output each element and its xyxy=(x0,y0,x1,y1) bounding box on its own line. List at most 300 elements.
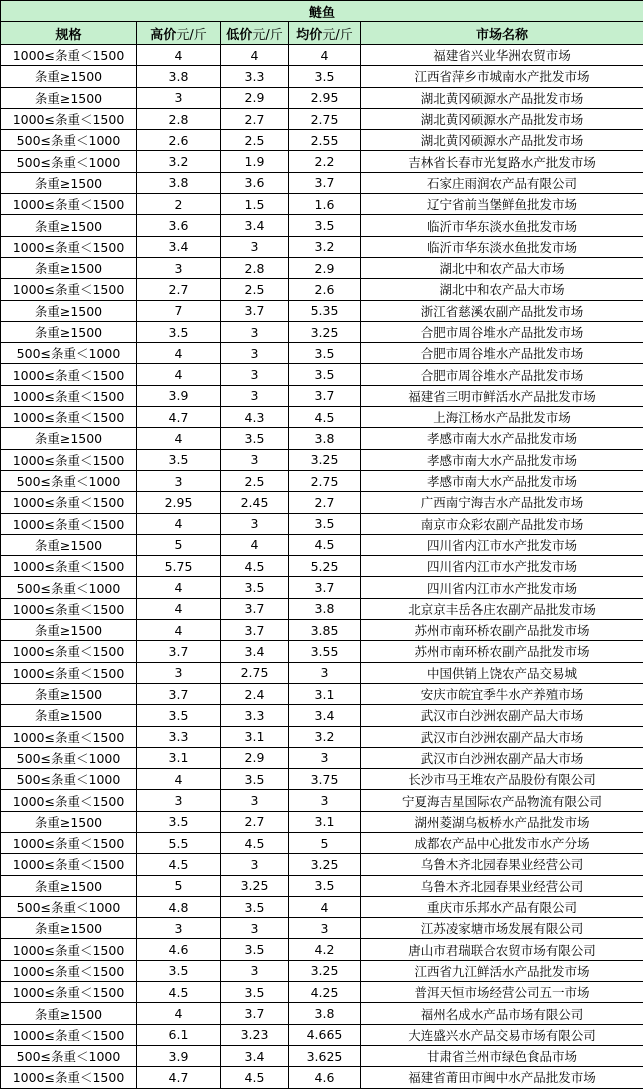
cell-high-price: 4 xyxy=(137,45,221,66)
cell-spec: 条重≥1500 xyxy=(1,87,137,108)
cell-market: 吉林省长春市光复路水产批发市场 xyxy=(361,151,643,172)
cell-spec: 条重≥1500 xyxy=(1,683,137,704)
cell-avg-price: 5.35 xyxy=(289,300,361,321)
cell-market: 苏州市南环桥农副产品批发市场 xyxy=(361,641,643,662)
cell-avg-price: 3.2 xyxy=(289,726,361,747)
cell-avg-price: 3.75 xyxy=(289,769,361,790)
cell-avg-price: 3 xyxy=(289,790,361,811)
cell-market: 江西省九江鲜活水产品批发市场 xyxy=(361,960,643,981)
cell-high-price: 4 xyxy=(137,620,221,641)
cell-low-price: 3.4 xyxy=(221,1045,289,1066)
cell-high-price: 2.95 xyxy=(137,492,221,513)
table-row xyxy=(1,108,643,129)
cell-low-price: 3 xyxy=(221,343,289,364)
cell-avg-price: 3 xyxy=(289,918,361,939)
cell-spec: 1000≤条重＜1500 xyxy=(1,556,137,577)
table-row xyxy=(1,87,643,108)
cell-high-price: 4 xyxy=(137,577,221,598)
header-avg-unit: 元/斤 xyxy=(322,28,352,43)
cell-avg-price: 3.5 xyxy=(289,513,361,534)
cell-low-price: 2.5 xyxy=(221,130,289,151)
cell-market: 苏州市南环桥农副产品批发市场 xyxy=(361,620,643,641)
cell-high-price: 7 xyxy=(137,300,221,321)
cell-spec: 1000≤条重＜1500 xyxy=(1,982,137,1003)
cell-low-price: 2.7 xyxy=(221,108,289,129)
cell-low-price: 3 xyxy=(221,364,289,385)
cell-avg-price: 2.55 xyxy=(289,130,361,151)
table-row xyxy=(1,1045,643,1066)
cell-avg-price: 2.95 xyxy=(289,87,361,108)
table-row xyxy=(1,385,643,406)
cell-avg-price: 4 xyxy=(289,45,361,66)
cell-spec: 1000≤条重＜1500 xyxy=(1,790,137,811)
cell-market: 北京京丰岳各庄农副产品批发市场 xyxy=(361,598,643,619)
cell-spec: 条重≥1500 xyxy=(1,300,137,321)
cell-low-price: 3.3 xyxy=(221,66,289,87)
cell-avg-price: 3.7 xyxy=(289,172,361,193)
cell-avg-price: 1.6 xyxy=(289,194,361,215)
cell-low-price: 3 xyxy=(221,513,289,534)
table-row xyxy=(1,1024,643,1045)
cell-avg-price: 4 xyxy=(289,896,361,917)
cell-low-price: 3.5 xyxy=(221,939,289,960)
cell-avg-price: 3.25 xyxy=(289,321,361,342)
cell-avg-price: 3.5 xyxy=(289,364,361,385)
cell-market: 湖北黄冈硕源水产品批发市场 xyxy=(361,130,643,151)
cell-market: 四川省内江市水产批发市场 xyxy=(361,556,643,577)
cell-low-price: 3 xyxy=(221,385,289,406)
cell-high-price: 4.8 xyxy=(137,896,221,917)
cell-low-price: 3 xyxy=(221,918,289,939)
cell-avg-price: 2.2 xyxy=(289,151,361,172)
cell-spec: 条重≥1500 xyxy=(1,428,137,449)
cell-spec: 1000≤条重＜1500 xyxy=(1,662,137,683)
cell-low-price: 3.6 xyxy=(221,172,289,193)
cell-high-price: 4.5 xyxy=(137,854,221,875)
cell-market: 合肥市周谷堆水产品批发市场 xyxy=(361,321,643,342)
cell-spec: 1000≤条重＜1500 xyxy=(1,449,137,470)
cell-high-price: 4.7 xyxy=(137,1067,221,1088)
cell-market: 湖北黄冈硕源水产品批发市场 xyxy=(361,87,643,108)
cell-avg-price: 3.8 xyxy=(289,1003,361,1024)
cell-market: 广西南宁海吉水产品批发市场 xyxy=(361,492,643,513)
cell-spec: 条重≥1500 xyxy=(1,705,137,726)
cell-avg-price: 3 xyxy=(289,662,361,683)
table-header-row xyxy=(1,22,643,45)
cell-market: 武汉市白沙洲农副产品大市场 xyxy=(361,726,643,747)
cell-avg-price: 3.1 xyxy=(289,811,361,832)
cell-high-price: 5.5 xyxy=(137,832,221,853)
table-row xyxy=(1,151,643,172)
cell-high-price: 5.75 xyxy=(137,556,221,577)
table-row xyxy=(1,662,643,683)
cell-market: 长沙市马王堆农产品股份有限公司 xyxy=(361,769,643,790)
table-title: 鲢鱼 xyxy=(1,1,643,22)
cell-spec: 500≤条重＜1000 xyxy=(1,1045,137,1066)
table-row xyxy=(1,982,643,1003)
table-row xyxy=(1,896,643,917)
cell-avg-price: 3.4 xyxy=(289,705,361,726)
cell-low-price: 3.3 xyxy=(221,705,289,726)
cell-spec: 1000≤条重＜1500 xyxy=(1,236,137,257)
cell-spec: 条重≥1500 xyxy=(1,918,137,939)
header-high-label: 高价 xyxy=(150,28,176,43)
cell-high-price: 3.7 xyxy=(137,683,221,704)
cell-low-price: 2.75 xyxy=(221,662,289,683)
cell-high-price: 3.8 xyxy=(137,172,221,193)
cell-market: 上海江杨水产品批发市场 xyxy=(361,407,643,428)
cell-market: 合肥市周谷堆水产品批发市场 xyxy=(361,364,643,385)
table-row xyxy=(1,470,643,491)
cell-market: 石家庄雨润农产品有限公司 xyxy=(361,172,643,193)
cell-spec: 1000≤条重＜1500 xyxy=(1,726,137,747)
cell-low-price: 3 xyxy=(221,321,289,342)
cell-high-price: 2.8 xyxy=(137,108,221,129)
cell-low-price: 1.5 xyxy=(221,194,289,215)
cell-low-price: 2.45 xyxy=(221,492,289,513)
cell-avg-price: 3.8 xyxy=(289,428,361,449)
table-row xyxy=(1,556,643,577)
cell-spec: 1000≤条重＜1500 xyxy=(1,854,137,875)
cell-market: 甘肃省兰州市绿色食品市场 xyxy=(361,1045,643,1066)
header-spec: 规格 xyxy=(1,22,137,45)
cell-high-price: 3.9 xyxy=(137,1045,221,1066)
cell-low-price: 3.4 xyxy=(221,641,289,662)
cell-avg-price: 3.2 xyxy=(289,236,361,257)
cell-market: 福州名成水产品市场有限公司 xyxy=(361,1003,643,1024)
cell-spec: 条重≥1500 xyxy=(1,875,137,896)
cell-high-price: 3.9 xyxy=(137,385,221,406)
table-row xyxy=(1,407,643,428)
cell-high-price: 3 xyxy=(137,87,221,108)
table-row xyxy=(1,364,643,385)
cell-market: 合肥市周谷堆水产品批发市场 xyxy=(361,343,643,364)
cell-avg-price: 3.5 xyxy=(289,66,361,87)
cell-high-price: 3.1 xyxy=(137,747,221,768)
cell-avg-price: 2.75 xyxy=(289,470,361,491)
cell-market: 四川省内江市水产批发市场 xyxy=(361,534,643,555)
cell-spec: 条重≥1500 xyxy=(1,811,137,832)
cell-high-price: 4.5 xyxy=(137,982,221,1003)
cell-low-price: 3 xyxy=(221,790,289,811)
cell-high-price: 3.5 xyxy=(137,960,221,981)
cell-avg-price: 3.25 xyxy=(289,449,361,470)
cell-high-price: 3.5 xyxy=(137,705,221,726)
table-row xyxy=(1,1003,643,1024)
cell-low-price: 3.5 xyxy=(221,577,289,598)
cell-spec: 1000≤条重＜1500 xyxy=(1,1024,137,1045)
cell-high-price: 4 xyxy=(137,428,221,449)
cell-market: 孝感市南大水产品批发市场 xyxy=(361,449,643,470)
header-low-price xyxy=(221,22,289,45)
cell-high-price: 3 xyxy=(137,662,221,683)
cell-low-price: 4.5 xyxy=(221,556,289,577)
cell-market: 宁夏海吉星国际农产品物流有限公司 xyxy=(361,790,643,811)
header-high-unit: 元/斤 xyxy=(176,28,206,43)
table-row xyxy=(1,45,643,66)
cell-avg-price: 3 xyxy=(289,747,361,768)
cell-spec: 1000≤条重＜1500 xyxy=(1,108,137,129)
cell-market: 福建省莆田市闽中水产品批发市场 xyxy=(361,1067,643,1088)
header-low-unit: 元/斤 xyxy=(252,28,282,43)
table-row xyxy=(1,257,643,278)
cell-market: 临沂市华东淡水鱼批发市场 xyxy=(361,236,643,257)
cell-avg-price: 2.75 xyxy=(289,108,361,129)
header-market: 市场名称 xyxy=(361,22,643,45)
cell-avg-price: 5.25 xyxy=(289,556,361,577)
cell-spec: 500≤条重＜1000 xyxy=(1,747,137,768)
cell-market: 武汉市白沙洲农副产品大市场 xyxy=(361,705,643,726)
cell-high-price: 4 xyxy=(137,343,221,364)
cell-market: 湖北中和农产品大市场 xyxy=(361,257,643,278)
cell-high-price: 4.7 xyxy=(137,407,221,428)
cell-market: 武汉市白沙洲农副产品大市场 xyxy=(361,747,643,768)
cell-high-price: 3.8 xyxy=(137,66,221,87)
table-row xyxy=(1,960,643,981)
cell-high-price: 3 xyxy=(137,790,221,811)
table-row xyxy=(1,279,643,300)
header-avg-label: 均价 xyxy=(296,28,322,43)
cell-high-price: 5 xyxy=(137,875,221,896)
table-row xyxy=(1,428,643,449)
cell-spec: 条重≥1500 xyxy=(1,215,137,236)
cell-low-price: 3 xyxy=(221,960,289,981)
cell-low-price: 3.1 xyxy=(221,726,289,747)
cell-market: 中国供销上饶农产品交易城 xyxy=(361,662,643,683)
cell-spec: 1000≤条重＜1500 xyxy=(1,939,137,960)
cell-high-price: 4.6 xyxy=(137,939,221,960)
cell-avg-price: 3.8 xyxy=(289,598,361,619)
table-row xyxy=(1,683,643,704)
table-row xyxy=(1,790,643,811)
cell-avg-price: 2.7 xyxy=(289,492,361,513)
cell-avg-price: 3.5 xyxy=(289,875,361,896)
cell-low-price: 1.9 xyxy=(221,151,289,172)
cell-spec: 1000≤条重＜1500 xyxy=(1,279,137,300)
cell-spec: 条重≥1500 xyxy=(1,620,137,641)
cell-market: 大连盛兴水产品交易市场有限公司 xyxy=(361,1024,643,1045)
cell-low-price: 2.7 xyxy=(221,811,289,832)
cell-market: 福建省三明市鲜活水产品批发市场 xyxy=(361,385,643,406)
table-body xyxy=(1,45,643,1089)
cell-high-price: 3.7 xyxy=(137,641,221,662)
cell-high-price: 3.5 xyxy=(137,321,221,342)
cell-market: 普洱天恒市场经营公司五一市场 xyxy=(361,982,643,1003)
cell-market: 临沂市华东淡水鱼批发市场 xyxy=(361,215,643,236)
cell-low-price: 3.5 xyxy=(221,896,289,917)
cell-low-price: 3.4 xyxy=(221,215,289,236)
header-avg-price xyxy=(289,22,361,45)
cell-spec: 500≤条重＜1000 xyxy=(1,769,137,790)
cell-low-price: 3 xyxy=(221,854,289,875)
table-row xyxy=(1,343,643,364)
cell-spec: 1000≤条重＜1500 xyxy=(1,1067,137,1088)
table-row xyxy=(1,172,643,193)
table-row xyxy=(1,747,643,768)
cell-spec: 500≤条重＜1000 xyxy=(1,470,137,491)
table-row xyxy=(1,449,643,470)
cell-high-price: 3.2 xyxy=(137,151,221,172)
cell-high-price: 2 xyxy=(137,194,221,215)
cell-avg-price: 3.25 xyxy=(289,854,361,875)
header-high-price xyxy=(137,22,221,45)
cell-avg-price: 3.5 xyxy=(289,343,361,364)
table-row xyxy=(1,577,643,598)
cell-low-price: 3.7 xyxy=(221,1003,289,1024)
cell-high-price: 3.3 xyxy=(137,726,221,747)
table-row xyxy=(1,321,643,342)
cell-spec: 条重≥1500 xyxy=(1,172,137,193)
cell-avg-price: 4.25 xyxy=(289,982,361,1003)
cell-spec: 1000≤条重＜1500 xyxy=(1,598,137,619)
cell-high-price: 3.4 xyxy=(137,236,221,257)
cell-avg-price: 3.625 xyxy=(289,1045,361,1066)
cell-market: 福建省兴业华洲农贸市场 xyxy=(361,45,643,66)
cell-low-price: 4.5 xyxy=(221,1067,289,1088)
cell-low-price: 4 xyxy=(221,45,289,66)
header-low-label: 低价 xyxy=(226,28,252,43)
cell-low-price: 4.5 xyxy=(221,832,289,853)
cell-spec: 500≤条重＜1000 xyxy=(1,151,137,172)
cell-spec: 条重≥1500 xyxy=(1,1003,137,1024)
cell-spec: 1000≤条重＜1500 xyxy=(1,45,137,66)
table-title-row xyxy=(1,1,643,22)
cell-low-price: 3.7 xyxy=(221,620,289,641)
cell-spec: 500≤条重＜1000 xyxy=(1,130,137,151)
cell-avg-price: 4.5 xyxy=(289,407,361,428)
cell-low-price: 2.4 xyxy=(221,683,289,704)
cell-market: 成都农产品中心批发市水产分场 xyxy=(361,832,643,853)
cell-spec: 1000≤条重＜1500 xyxy=(1,364,137,385)
table-row xyxy=(1,598,643,619)
table-row xyxy=(1,875,643,896)
cell-market: 辽宁省前当堡鲜鱼批发市场 xyxy=(361,194,643,215)
cell-low-price: 3.23 xyxy=(221,1024,289,1045)
cell-avg-price: 4.2 xyxy=(289,939,361,960)
cell-market: 安庆市皖宜季牛水产养殖市场 xyxy=(361,683,643,704)
cell-low-price: 2.8 xyxy=(221,257,289,278)
cell-market: 四川省内江市水产批发市场 xyxy=(361,577,643,598)
cell-market: 南京市众彩农副产品批发市场 xyxy=(361,513,643,534)
table-row xyxy=(1,236,643,257)
cell-market: 重庆市乐邦水产品有限公司 xyxy=(361,896,643,917)
cell-low-price: 2.5 xyxy=(221,279,289,300)
cell-high-price: 4 xyxy=(137,1003,221,1024)
table-row xyxy=(1,854,643,875)
cell-market: 江苏凌家塘市场发展有限公司 xyxy=(361,918,643,939)
cell-spec: 条重≥1500 xyxy=(1,534,137,555)
cell-low-price: 2.5 xyxy=(221,470,289,491)
cell-market: 湖州菱湖乌板桥水产品批发市场 xyxy=(361,811,643,832)
table-row xyxy=(1,939,643,960)
cell-high-price: 6.1 xyxy=(137,1024,221,1045)
cell-spec: 1000≤条重＜1500 xyxy=(1,641,137,662)
table-row xyxy=(1,1067,643,1088)
cell-low-price: 3.5 xyxy=(221,982,289,1003)
table-row xyxy=(1,769,643,790)
cell-avg-price: 3.85 xyxy=(289,620,361,641)
cell-market: 乌鲁木齐北园春果业经营公司 xyxy=(361,875,643,896)
cell-market: 湖北黄冈硕源水产品批发市场 xyxy=(361,108,643,129)
cell-avg-price: 4.5 xyxy=(289,534,361,555)
table-row xyxy=(1,194,643,215)
cell-high-price: 4 xyxy=(137,513,221,534)
cell-low-price: 2.9 xyxy=(221,87,289,108)
cell-low-price: 3.5 xyxy=(221,769,289,790)
cell-high-price: 3 xyxy=(137,470,221,491)
cell-spec: 1000≤条重＜1500 xyxy=(1,194,137,215)
cell-high-price: 3.5 xyxy=(137,449,221,470)
cell-market: 孝感市南大水产品批发市场 xyxy=(361,470,643,491)
cell-spec: 500≤条重＜1000 xyxy=(1,896,137,917)
table-row xyxy=(1,513,643,534)
cell-avg-price: 5 xyxy=(289,832,361,853)
table-row xyxy=(1,811,643,832)
table-row xyxy=(1,130,643,151)
cell-high-price: 4 xyxy=(137,364,221,385)
table-row xyxy=(1,641,643,662)
cell-spec: 1000≤条重＜1500 xyxy=(1,385,137,406)
cell-avg-price: 3.1 xyxy=(289,683,361,704)
table-row xyxy=(1,66,643,87)
cell-high-price: 2.7 xyxy=(137,279,221,300)
cell-high-price: 3 xyxy=(137,257,221,278)
cell-avg-price: 3.5 xyxy=(289,215,361,236)
cell-low-price: 4.3 xyxy=(221,407,289,428)
cell-avg-price: 3.25 xyxy=(289,960,361,981)
cell-avg-price: 2.6 xyxy=(289,279,361,300)
cell-spec: 500≤条重＜1000 xyxy=(1,343,137,364)
cell-avg-price: 4.6 xyxy=(289,1067,361,1088)
cell-spec: 1000≤条重＜1500 xyxy=(1,832,137,853)
cell-avg-price: 3.7 xyxy=(289,577,361,598)
cell-high-price: 5 xyxy=(137,534,221,555)
cell-low-price: 4 xyxy=(221,534,289,555)
cell-low-price: 3.7 xyxy=(221,598,289,619)
cell-avg-price: 3.7 xyxy=(289,385,361,406)
table-row xyxy=(1,215,643,236)
cell-market: 乌鲁木齐北园春果业经营公司 xyxy=(361,854,643,875)
cell-spec: 1000≤条重＜1500 xyxy=(1,407,137,428)
table-row xyxy=(1,534,643,555)
cell-spec: 500≤条重＜1000 xyxy=(1,577,137,598)
cell-market: 孝感市南大水产品批发市场 xyxy=(361,428,643,449)
table-row xyxy=(1,492,643,513)
cell-low-price: 3.5 xyxy=(221,428,289,449)
table-row xyxy=(1,918,643,939)
cell-low-price: 3.25 xyxy=(221,875,289,896)
table-row xyxy=(1,726,643,747)
cell-avg-price: 3.55 xyxy=(289,641,361,662)
cell-spec: 1000≤条重＜1500 xyxy=(1,513,137,534)
cell-low-price: 3 xyxy=(221,236,289,257)
cell-spec: 条重≥1500 xyxy=(1,257,137,278)
table-row xyxy=(1,620,643,641)
cell-high-price: 2.6 xyxy=(137,130,221,151)
cell-low-price: 3 xyxy=(221,449,289,470)
cell-spec: 1000≤条重＜1500 xyxy=(1,960,137,981)
cell-high-price: 3 xyxy=(137,918,221,939)
cell-spec: 条重≥1500 xyxy=(1,66,137,87)
table-row xyxy=(1,300,643,321)
cell-low-price: 3.7 xyxy=(221,300,289,321)
cell-market: 江西省萍乡市城南水产批发市场 xyxy=(361,66,643,87)
table-row xyxy=(1,832,643,853)
cell-high-price: 4 xyxy=(137,598,221,619)
cell-high-price: 3.6 xyxy=(137,215,221,236)
cell-low-price: 2.9 xyxy=(221,747,289,768)
cell-spec: 条重≥1500 xyxy=(1,321,137,342)
